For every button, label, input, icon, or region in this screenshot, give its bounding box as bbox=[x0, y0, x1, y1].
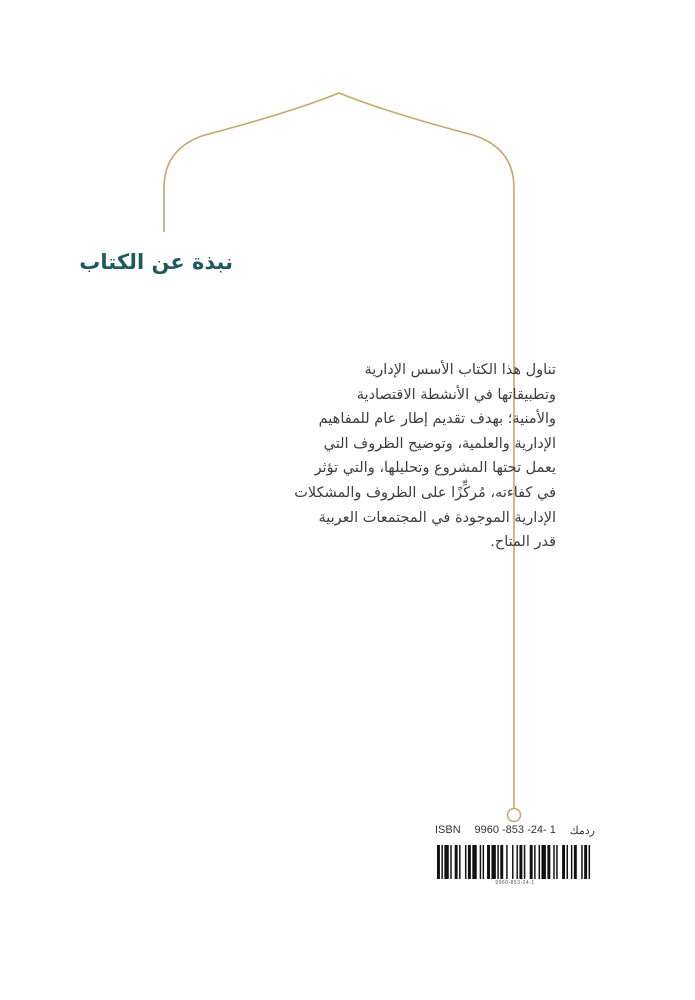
barcode-bar bbox=[459, 845, 460, 879]
isbn-label-en: ISBN bbox=[435, 824, 461, 836]
description-line: يعمل تحتها المشروع وتحليلها، والتي تؤثر bbox=[314, 460, 556, 477]
barcode-bar bbox=[491, 845, 495, 879]
barcode-bar bbox=[497, 845, 498, 879]
book-description bbox=[154, 358, 556, 555]
barcode-bar bbox=[553, 845, 554, 879]
isbn-line bbox=[435, 824, 595, 837]
isbn-number: 9960 -853 -24- 1 bbox=[474, 824, 556, 836]
barcode-bar bbox=[516, 845, 517, 879]
isbn-label-ar: ردمك bbox=[569, 825, 595, 837]
description-line: قدر المتاح. bbox=[490, 534, 556, 551]
barcode bbox=[437, 845, 593, 887]
description-line: والأمنية؛ بهدف تقديم إطار عام للمفاهيم bbox=[318, 411, 556, 428]
barcode-bar bbox=[571, 845, 572, 879]
barcode-bar bbox=[480, 845, 481, 879]
barcode-bar bbox=[487, 845, 490, 879]
barcode-bar bbox=[574, 845, 577, 879]
barcode-bars-icon bbox=[437, 845, 593, 879]
description-line: تناول هذا الكتاب الأسس الإدارية bbox=[364, 362, 556, 378]
barcode-bar bbox=[519, 845, 522, 879]
barcode-bar bbox=[567, 845, 568, 879]
barcode-bar bbox=[468, 845, 471, 879]
description-line: الإدارية والعلمية، وتوضيح الظروف التي bbox=[323, 435, 556, 452]
barcode-bar bbox=[472, 845, 476, 879]
barcode-bar bbox=[441, 845, 442, 879]
barcode-bar bbox=[584, 845, 587, 879]
description-line: وتطبيقاتها في الأنشطة الاقتصادية bbox=[356, 386, 556, 403]
barcode-bar bbox=[450, 845, 451, 879]
barcode-bar bbox=[437, 845, 440, 879]
description-line: في كفاءته، مُركِّزًا على الظروف والمشكلات bbox=[294, 484, 556, 501]
arch-end-circle bbox=[508, 809, 521, 822]
description-line: الإدارية الموجودة في المجتمعات العربية bbox=[318, 509, 556, 526]
barcode-bar bbox=[534, 845, 535, 879]
barcode-bar bbox=[512, 845, 513, 879]
barcode-bar bbox=[547, 845, 550, 879]
barcode-bar bbox=[562, 845, 565, 879]
barcode-bar bbox=[581, 845, 582, 879]
barcode-bar bbox=[483, 845, 484, 879]
barcode-digits: 9960-853-24-1 bbox=[495, 880, 535, 886]
barcode-bar bbox=[455, 845, 458, 879]
section-title: نبذة عن الكتاب bbox=[79, 250, 233, 274]
barcode-bar bbox=[465, 845, 466, 879]
barcode-bar bbox=[500, 845, 503, 879]
barcode-bar bbox=[506, 845, 507, 879]
barcode-bar bbox=[541, 845, 545, 879]
barcode-bar bbox=[539, 845, 540, 879]
barcode-bar bbox=[524, 845, 525, 879]
barcode-bar bbox=[556, 845, 557, 879]
barcode-bar bbox=[589, 845, 590, 879]
barcode-bar bbox=[444, 845, 448, 879]
barcode-bar bbox=[530, 845, 533, 879]
